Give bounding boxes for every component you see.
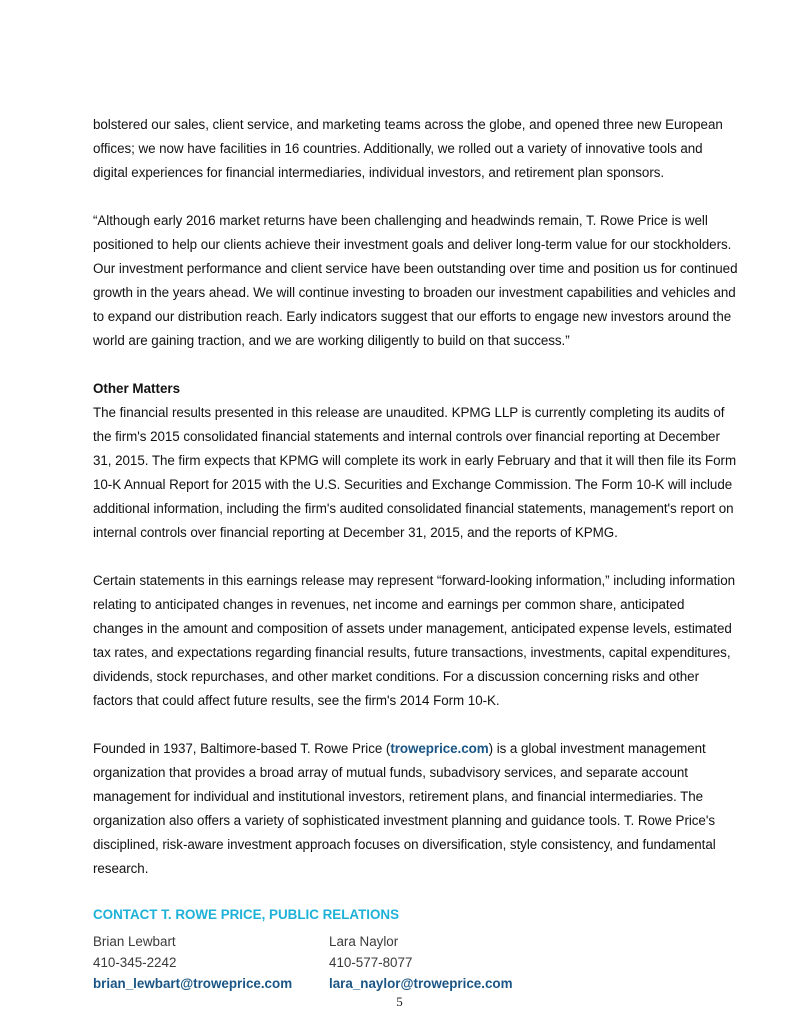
contact-email-link[interactable]: lara_naylor@troweprice.com (329, 976, 513, 991)
page-number: 5 (396, 994, 403, 1009)
contact-list (93, 931, 738, 994)
other-matters-heading: Other Matters (93, 381, 181, 396)
contact-phone: 410-577-8077 (329, 955, 413, 970)
contact-heading: CONTACT T. ROWE PRICE, PUBLIC RELATIONS (93, 907, 399, 922)
troweprice-website-link[interactable]: troweprice.com (390, 741, 489, 756)
company-description-intro: Founded in 1937, Baltimore-based T. Rowe Price ( (93, 741, 391, 756)
paragraph-ceo-quote: “Although early 2016 market returns have been challenging and headwinds remain, T. Rowe Price is well positioned to help our clients achieve their investment goals and deliver long-term value for our stockholders. Our investment performance and client service have been outstanding over time and position us for continued growth in the years ahead. We will continue investing to broaden our investment capabilities and vehicles and to expand our distribution reach. Early indicators suggest that our efforts to engage new investors around the world are gaining traction, and we are working diligently to build on that success.” (93, 213, 738, 348)
contact-card (93, 931, 329, 994)
paragraph-forward-looking: Certain statements in this earnings release may represent “forward-looking information,” including information relating to anticipated changes in revenues, net income and earnings per common share, anticipated changes in the amount and composition of assets under management, anticipated expense levels, estimated tax rates, and expectations regarding financial results, future transactions, investments, capital expenditures, dividends, stock repurchases, and other market conditions. For a discussion concerning risks and other factors that could affect future results, see the firm's 2014 Form 10-K. (93, 573, 736, 708)
paragraph-company-description (93, 737, 738, 881)
contact-phone: 410-345-2242 (93, 955, 177, 970)
company-description-body: ) is a global investment management organization that provides a broad array of mutual funds, subadvisory services, and separate account management for individual and institutional investors, retirement plans, and financial intermediaries. The organization also offers a variety of sophisticated investment planning and guidance tools. T. Rowe Price's disciplined, risk-aware investment approach focuses on diversification, style consistency, and fundamental research. (93, 741, 716, 876)
contact-email-link[interactable]: brian_lewbart@troweprice.com (93, 976, 293, 991)
contact-name: Lara Naylor (329, 934, 399, 949)
document-page (93, 113, 738, 994)
paragraph-audit-info: The financial results presented in this release are unaudited. KPMG LLP is currently completing its audits of the firm's 2015 consolidated financial statements and internal controls over financial reporting at December 31, 2015. The firm expects that KPMG will complete its work in early February and that it will then file its Form 10-K Annual Report for 2015 with the U.S. Securities and Exchange Commission. The Form 10-K will include additional information, including the firm's audited consolidated financial statements, management's report on internal controls over financial reporting at December 31, 2015, and the reports of KPMG. (93, 405, 737, 540)
contact-name: Brian Lewbart (93, 934, 176, 949)
contact-card (329, 931, 565, 994)
paragraph-growth-investments: bolstered our sales, client service, and marketing teams across the globe, and opened three new European offices; we now have facilities in 16 countries. Additionally, we rolled out a variety of innovative tools and digital experiences for financial intermediaries, individual investors, and retirement plan sponsors. (93, 117, 723, 180)
